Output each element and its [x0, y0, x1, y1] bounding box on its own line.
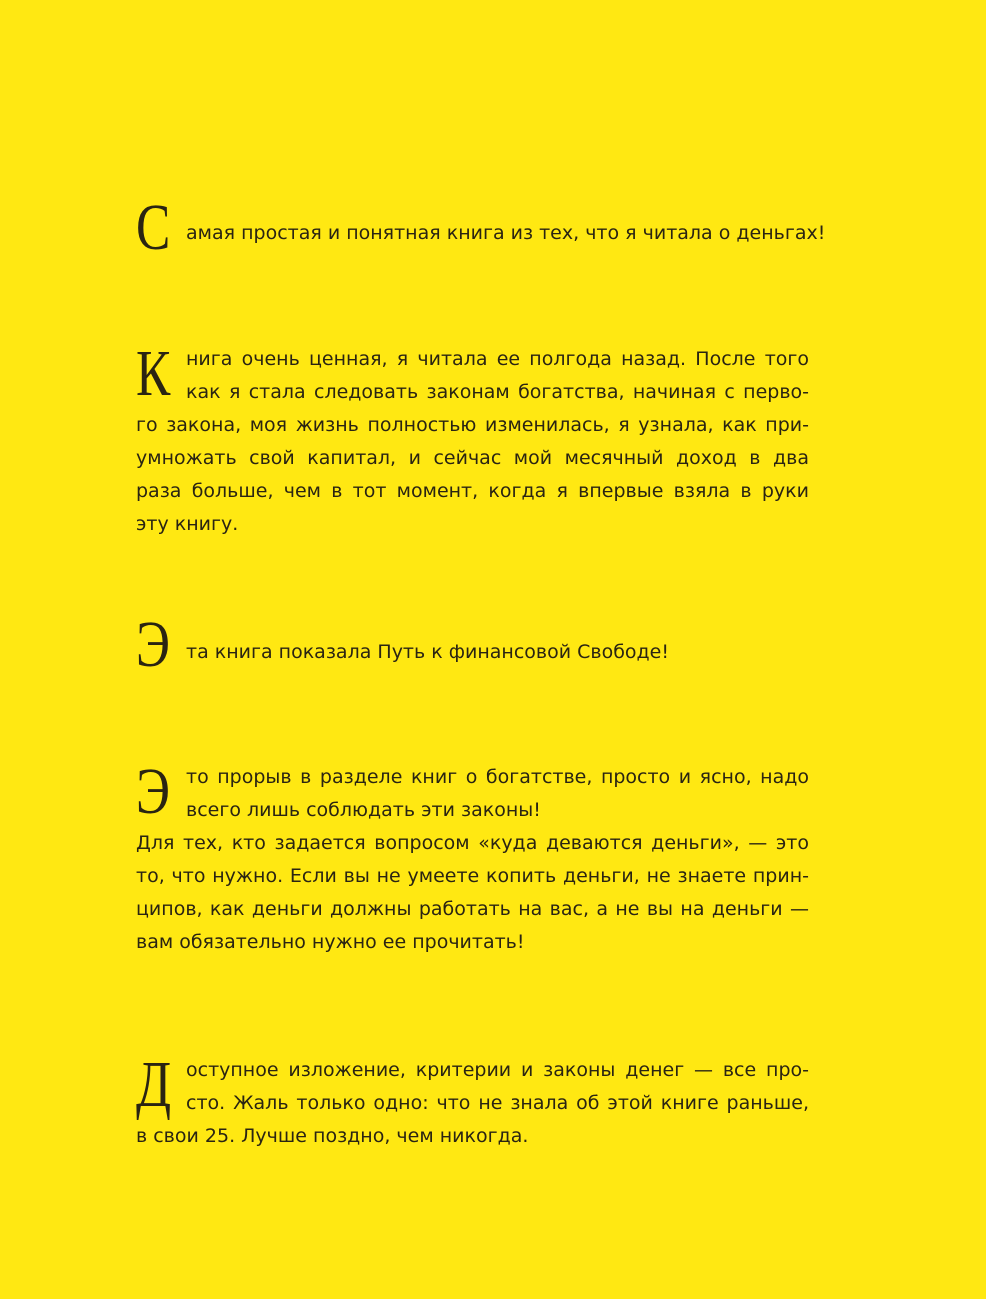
review-1	[136, 191, 826, 264]
text-line: в свои 25. Лучше поздно, чем никогда.	[136, 1125, 529, 1147]
text-line: го закона, моя жизнь полностью изменилась, я узнала, как при-	[136, 414, 809, 436]
dropcap-letter: Д	[136, 1048, 172, 1121]
dropcap-letter: К	[136, 337, 171, 410]
review-3	[136, 608, 809, 681]
review-5	[136, 1048, 809, 1153]
dropcap-letter: С	[136, 191, 171, 264]
text-line: как я стала следовать законам богатства, начиная с перво-	[186, 381, 809, 403]
dropcap-letter: Э	[136, 608, 170, 681]
text-line: вам обязательно нужно ее прочитать!	[136, 931, 525, 953]
text-line: умножать свой капитал, и сейчас мой месячный доход в два	[136, 447, 809, 469]
text-line: та книга показала Путь к финансовой Свободе!	[186, 641, 669, 663]
text-line: ципов, как деньги должны работать на вас, а не вы на деньги —	[136, 898, 809, 920]
review-text	[136, 217, 826, 250]
review-text	[136, 337, 809, 541]
text-line: амая простая и понятная книга из тех, что я читала о деньгах!	[186, 222, 826, 244]
text-line: то, что нужно. Если вы не умеете копить деньги, не знаете прин-	[136, 865, 809, 887]
review-text	[136, 636, 809, 669]
text-line: сто. Жаль только одно: что не знала об этой книге раньше,	[186, 1092, 809, 1114]
review-2	[136, 337, 809, 541]
text-line: оступное изложение, критерии и законы денег — все про-	[186, 1059, 809, 1081]
review-4	[136, 755, 809, 959]
text-line: эту книгу.	[136, 513, 239, 535]
text-line: раза больше, чем в тот момент, когда я впервые взяла в руки	[136, 480, 809, 502]
text-line: то прорыв в разделе книг о богатстве, просто и ясно, надо	[186, 766, 809, 788]
text-line: нига очень ценная, я читала ее полгода назад. После того	[186, 348, 809, 370]
text-line: всего лишь соблюдать эти законы!	[186, 799, 541, 821]
review-text	[136, 1048, 809, 1153]
review-text	[136, 755, 809, 959]
dropcap-letter: Э	[136, 755, 170, 828]
text-line: Для тех, кто задается вопросом «куда деваются деньги», — это	[136, 832, 809, 854]
